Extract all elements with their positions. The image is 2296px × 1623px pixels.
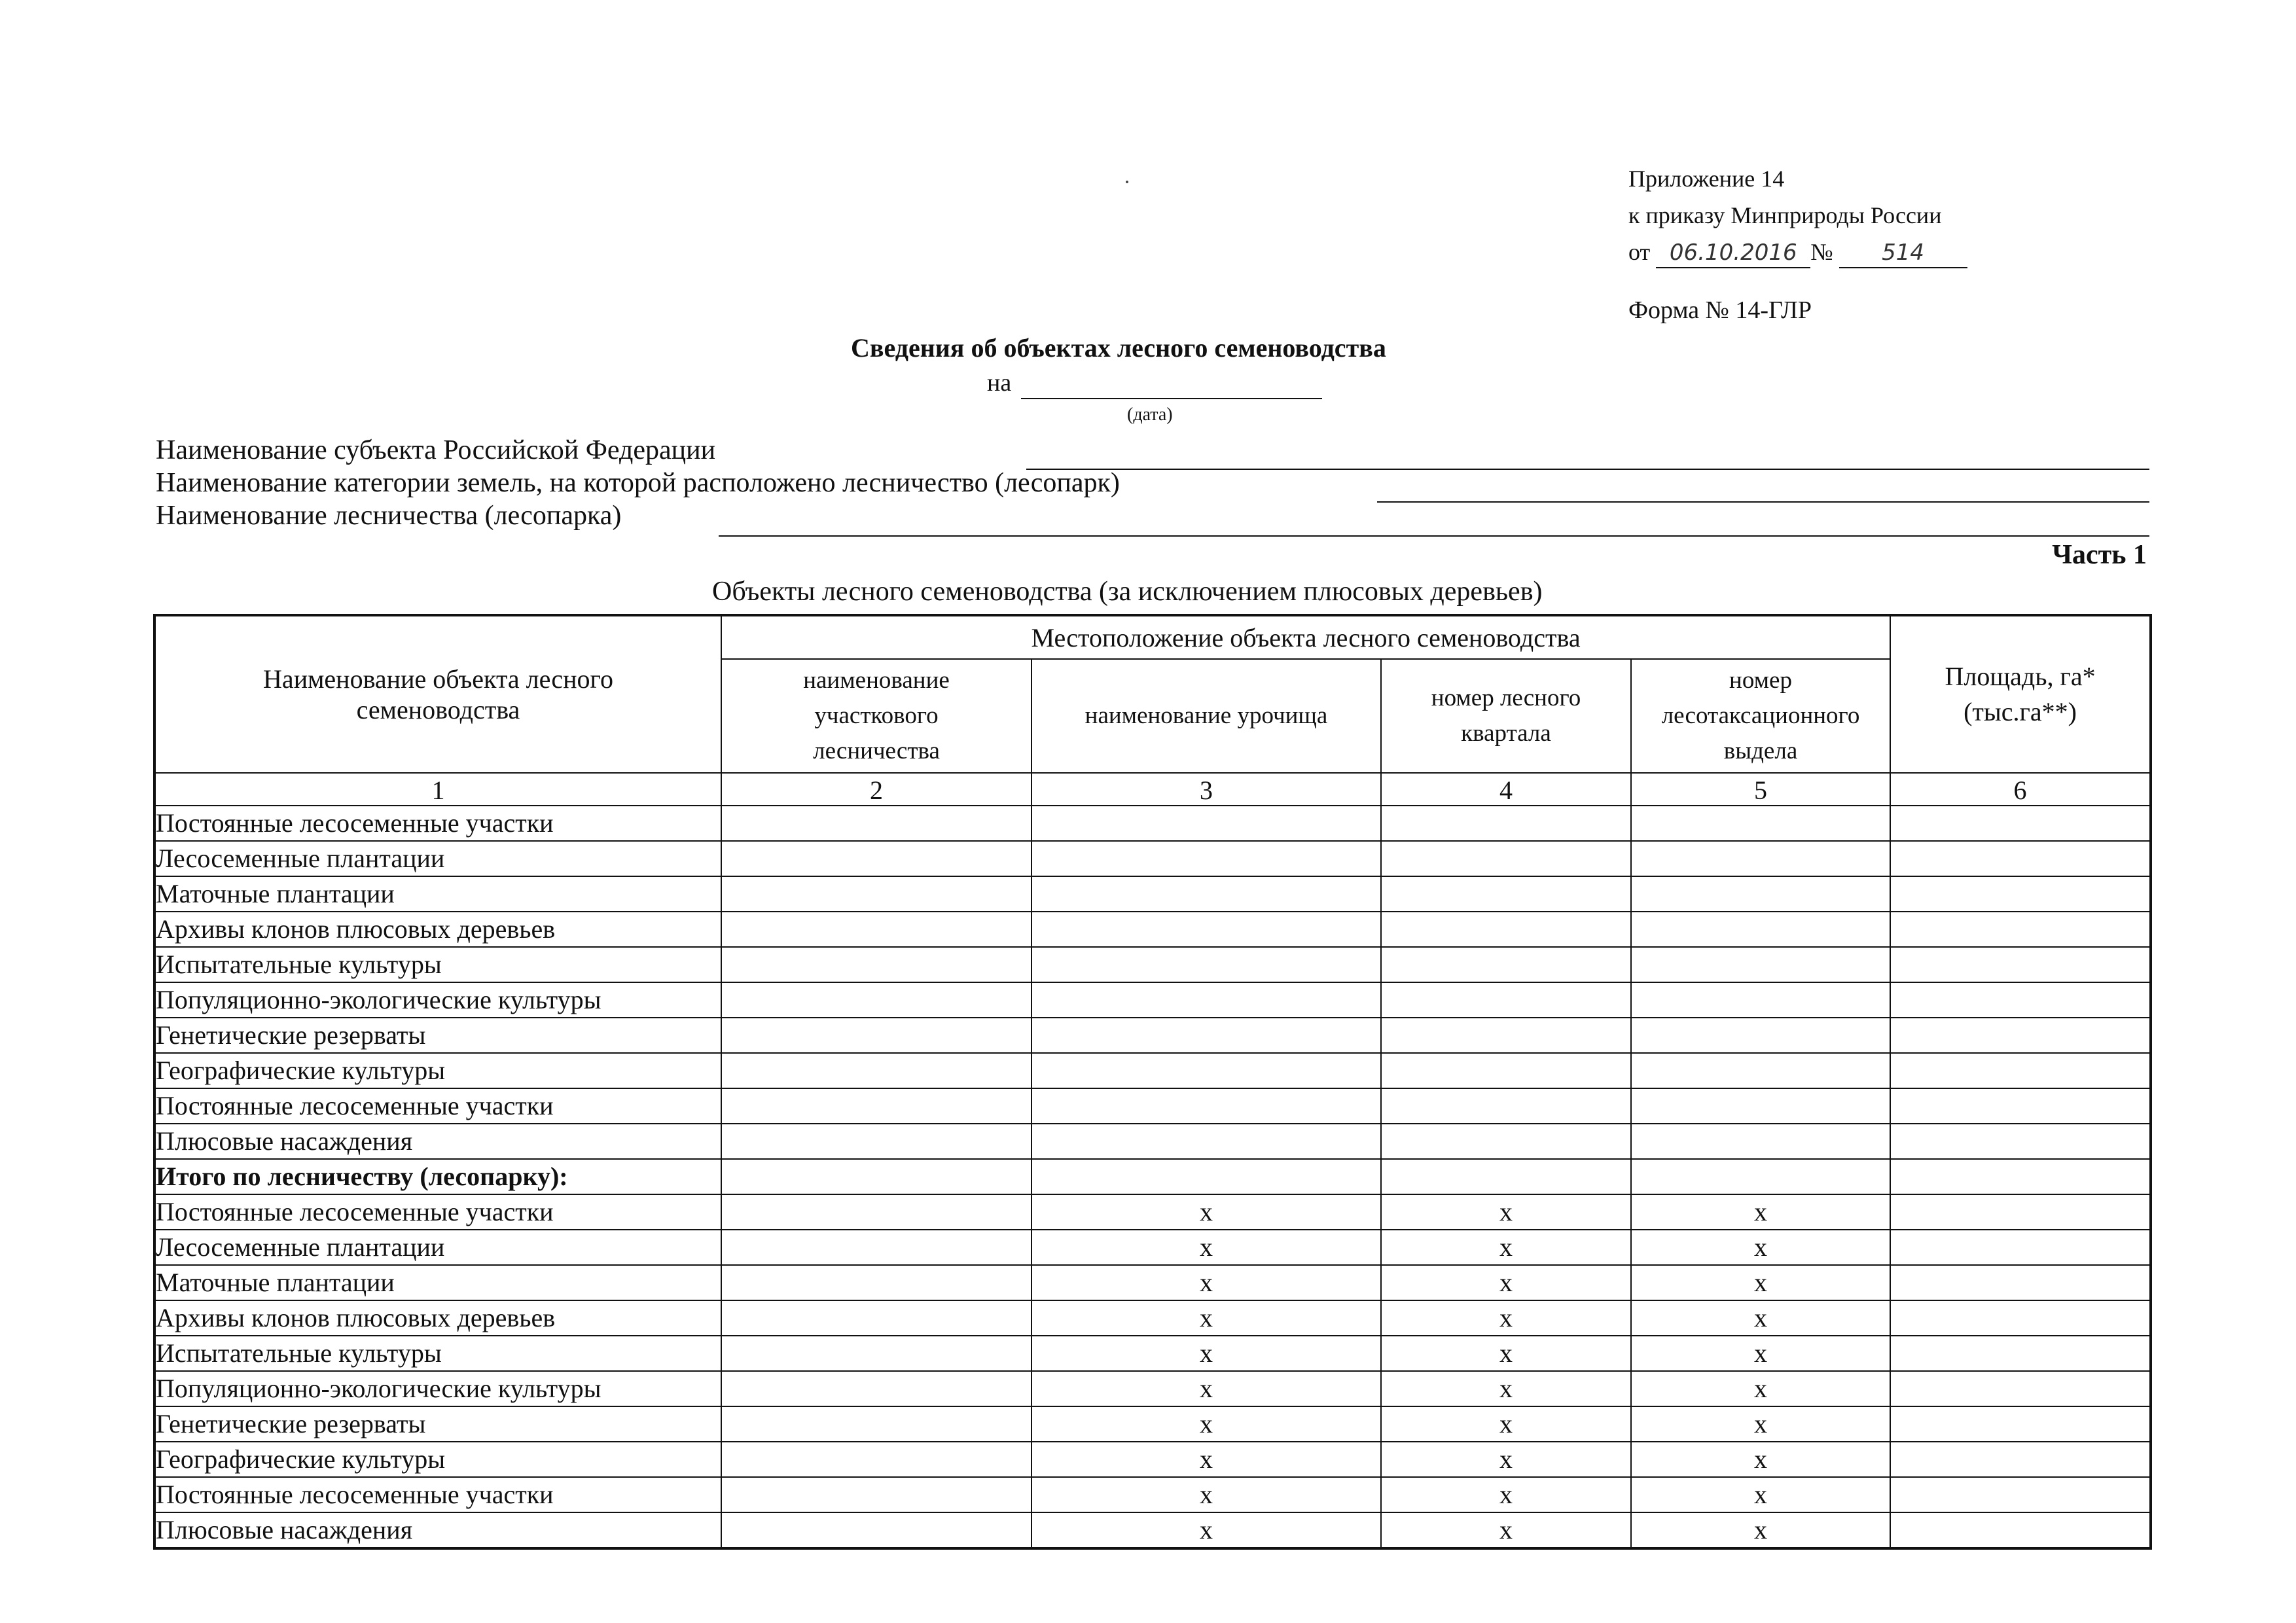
annex-line-2: к приказу Минприроды России (1628, 202, 1942, 228)
not-applicable-mark: x (1031, 1406, 1381, 1442)
forestry-line[interactable] (719, 535, 2149, 537)
not-applicable-mark: x (1381, 1477, 1631, 1512)
table-row (154, 1053, 2151, 1088)
column-number-2: 2 (721, 773, 1031, 806)
total-row (154, 1371, 2151, 1406)
annex-line-1: Приложение 14 (1628, 166, 1785, 192)
input-cell-col-5[interactable] (1631, 912, 1890, 947)
input-cell-col-6[interactable] (1890, 1512, 2151, 1548)
header-district-forestry: наименование участкового лесничества (721, 659, 1031, 773)
input-cell-col-2[interactable] (721, 1300, 1031, 1336)
input-cell-col-2[interactable] (721, 1512, 1031, 1548)
input-cell-col-5[interactable] (1631, 1088, 1890, 1124)
header-tract: наименование урочища (1031, 659, 1381, 773)
not-applicable-mark: x (1031, 1300, 1381, 1336)
scan-dot (1126, 181, 1128, 183)
header-location-group: Местоположение объекта лесного семеноводства (721, 615, 1890, 659)
annex-block (1628, 160, 1995, 270)
input-cell-col-2[interactable] (721, 1230, 1031, 1265)
header-quarter: номер лесного квартала (1381, 659, 1631, 773)
input-cell-col-2[interactable] (721, 1265, 1031, 1300)
not-applicable-mark: x (1631, 1265, 1890, 1300)
not-applicable-mark: x (1381, 1512, 1631, 1548)
not-applicable-mark: x (1631, 1477, 1890, 1512)
input-cell-col-6[interactable] (1890, 1194, 2151, 1230)
input-cell-col-4[interactable] (1381, 806, 1631, 841)
input-cell-col-4[interactable] (1381, 841, 1631, 876)
input-cell-col-6[interactable] (1890, 1124, 2151, 1159)
total-row (154, 1230, 2151, 1265)
input-cell-col-5[interactable] (1631, 1053, 1890, 1088)
row-label: Маточные плантации (154, 1265, 721, 1300)
input-cell-col-3[interactable] (1031, 947, 1381, 982)
not-applicable-mark: x (1031, 1371, 1381, 1406)
total-row (154, 1477, 2151, 1512)
seed-objects-table (153, 614, 2152, 1550)
subject-label: Наименование субъекта Российской Федерации (156, 435, 716, 465)
column-number-5: 5 (1631, 773, 1890, 806)
table-row (154, 1088, 2151, 1124)
input-cell-col-3[interactable] (1031, 912, 1381, 947)
input-cell-col-3[interactable] (1031, 876, 1381, 912)
not-applicable-mark: x (1031, 1194, 1381, 1230)
input-cell-col-4[interactable] (1381, 947, 1631, 982)
row-label: Маточные плантации (154, 876, 721, 912)
input-cell-col-2[interactable] (721, 1088, 1031, 1124)
not-applicable-mark: x (1381, 1336, 1631, 1371)
table-row (154, 876, 2151, 912)
input-cell-col-6[interactable] (1890, 1442, 2151, 1477)
row-label: Генетические резерваты (154, 1018, 721, 1053)
input-cell-col-2[interactable] (721, 841, 1031, 876)
not-applicable-mark: x (1381, 1230, 1631, 1265)
input-cell-col-5 (1631, 1159, 1890, 1194)
report-date-line[interactable] (1021, 398, 1322, 399)
not-applicable-mark: x (1631, 1371, 1890, 1406)
total-row (154, 1300, 2151, 1336)
input-cell-col-6[interactable] (1890, 806, 2151, 841)
forestry-label: Наименование лесничества (лесопарка) (156, 501, 622, 531)
input-cell-col-5[interactable] (1631, 982, 1890, 1018)
header-object-name: Наименование объекта лесного семеноводства (154, 615, 721, 773)
input-cell-col-2[interactable] (721, 1018, 1031, 1053)
total-row (154, 1512, 2151, 1548)
input-cell-col-3[interactable] (1031, 841, 1381, 876)
not-applicable-mark: x (1381, 1194, 1631, 1230)
input-cell-col-2[interactable] (721, 1406, 1031, 1442)
not-applicable-mark: x (1381, 1371, 1631, 1406)
not-applicable-mark: x (1381, 1442, 1631, 1477)
input-cell-col-6[interactable] (1890, 1018, 2151, 1053)
annex-date-prefix: от (1628, 239, 1651, 265)
row-label: Плюсовые насаждения (154, 1512, 721, 1548)
input-cell-col-5[interactable] (1631, 876, 1890, 912)
not-applicable-mark: x (1631, 1230, 1890, 1265)
row-label: Постоянные лесосеменные участки (154, 1477, 721, 1512)
annex-number-value: 514 (1839, 238, 1967, 268)
row-label: Архивы клонов плюсовых деревьев (154, 1300, 721, 1336)
input-cell-col-4[interactable] (1381, 912, 1631, 947)
input-cell-col-4[interactable] (1381, 1018, 1631, 1053)
header-area: Площадь, га*(тыс.га**) (1890, 615, 2151, 773)
total-row (154, 1406, 2151, 1442)
column-number-1: 1 (154, 773, 721, 806)
table-row (154, 806, 2151, 841)
row-label: Популяционно-экологические культуры (154, 1371, 721, 1406)
input-cell-col-6[interactable] (1890, 947, 2151, 982)
not-applicable-mark: x (1031, 1477, 1381, 1512)
table-row (154, 1018, 2151, 1053)
row-label: Популяционно-экологические культуры (154, 982, 721, 1018)
input-cell-col-4 (1381, 1159, 1631, 1194)
table-row (154, 1124, 2151, 1159)
input-cell-col-2[interactable] (721, 947, 1031, 982)
not-applicable-mark: x (1631, 1406, 1890, 1442)
row-label: Географические культуры (154, 1053, 721, 1088)
input-cell-col-6[interactable] (1890, 1336, 2151, 1371)
row-label: Постоянные лесосеменные участки (154, 1194, 721, 1230)
input-cell-col-3[interactable] (1031, 1018, 1381, 1053)
report-date-hint: (дата) (1127, 404, 1173, 425)
row-label: Итого по лесничеству (лесопарку): (154, 1159, 721, 1194)
input-cell-col-4[interactable] (1381, 876, 1631, 912)
table-row (154, 841, 2151, 876)
input-cell-col-2[interactable] (721, 1371, 1031, 1406)
input-cell-col-6[interactable] (1890, 1230, 2151, 1265)
input-cell-col-6[interactable] (1890, 1300, 2151, 1336)
input-cell-col-3[interactable] (1031, 806, 1381, 841)
input-cell-col-6[interactable] (1890, 1265, 2151, 1300)
not-applicable-mark: x (1031, 1265, 1381, 1300)
input-cell-col-4[interactable] (1381, 1088, 1631, 1124)
input-cell-col-2[interactable] (721, 982, 1031, 1018)
input-cell-col-2[interactable] (721, 1194, 1031, 1230)
row-label: Лесосеменные плантации (154, 841, 721, 876)
row-label: Лесосеменные плантации (154, 1230, 721, 1265)
input-cell-col-6[interactable] (1890, 1088, 2151, 1124)
table-row (154, 982, 2151, 1018)
total-row (154, 1265, 2151, 1300)
input-cell-col-2[interactable] (721, 806, 1031, 841)
not-applicable-mark: x (1631, 1194, 1890, 1230)
not-applicable-mark: x (1381, 1265, 1631, 1300)
not-applicable-mark: x (1031, 1336, 1381, 1371)
row-label: Испытательные культуры (154, 947, 721, 982)
table-row (154, 912, 2151, 947)
column-number-6: 6 (1890, 773, 2151, 806)
input-cell-col-4[interactable] (1381, 1124, 1631, 1159)
input-cell-col-4[interactable] (1381, 1053, 1631, 1088)
input-cell-col-6[interactable] (1890, 982, 2151, 1018)
input-cell-col-5[interactable] (1631, 1124, 1890, 1159)
part-label: Часть 1 (2052, 540, 2147, 570)
subject-line[interactable] (1026, 469, 2149, 470)
input-cell-col-2[interactable] (721, 1336, 1031, 1371)
input-cell-col-2 (721, 1159, 1031, 1194)
not-applicable-mark: x (1631, 1300, 1890, 1336)
not-applicable-mark: x (1031, 1442, 1381, 1477)
input-cell-col-6[interactable] (1890, 912, 2151, 947)
input-cell-col-5[interactable] (1631, 947, 1890, 982)
row-label: Генетические резерваты (154, 1406, 721, 1442)
total-row (154, 1194, 2151, 1230)
input-cell-col-2[interactable] (721, 1053, 1031, 1088)
input-cell-col-3[interactable] (1031, 1053, 1381, 1088)
input-cell-col-3[interactable] (1031, 982, 1381, 1018)
annex-number-sign: № (1810, 239, 1833, 265)
land-category-line[interactable] (1377, 501, 2149, 503)
table-body (154, 806, 2151, 1548)
row-label: Постоянные лесосеменные участки (154, 806, 721, 841)
header-allotment: номер лесотаксационного выдела (1631, 659, 1890, 773)
not-applicable-mark: x (1031, 1230, 1381, 1265)
not-applicable-mark: x (1381, 1300, 1631, 1336)
total-row (154, 1336, 2151, 1371)
input-cell-col-4[interactable] (1381, 982, 1631, 1018)
not-applicable-mark: x (1631, 1512, 1890, 1548)
row-label: Постоянные лесосеменные участки (154, 1088, 721, 1124)
not-applicable-mark: x (1631, 1336, 1890, 1371)
not-applicable-mark: x (1631, 1442, 1890, 1477)
row-label: Плюсовые насаждения (154, 1124, 721, 1159)
row-label: Географические культуры (154, 1442, 721, 1477)
total-header-row (154, 1159, 2151, 1194)
input-cell-col-3[interactable] (1031, 1088, 1381, 1124)
input-cell-col-5[interactable] (1631, 806, 1890, 841)
column-number-3: 3 (1031, 773, 1381, 806)
form-number: Форма № 14-ГЛР (1628, 296, 1812, 324)
document-title: Сведения об объектах лесного семеноводства (851, 333, 1386, 363)
input-cell-col-6[interactable] (1890, 841, 2151, 876)
input-cell-col-2[interactable] (721, 1477, 1031, 1512)
input-cell-col-5[interactable] (1631, 1018, 1890, 1053)
column-number-row (154, 773, 2151, 806)
table-caption: Объекты лесного семеноводства (за исключением плюсовых деревьев) (712, 577, 1543, 607)
total-row (154, 1442, 2151, 1477)
not-applicable-mark: x (1381, 1406, 1631, 1442)
input-cell-col-5[interactable] (1631, 841, 1890, 876)
input-cell-col-6[interactable] (1890, 1053, 2151, 1088)
input-cell-col-2[interactable] (721, 1124, 1031, 1159)
input-cell-col-6 (1890, 1159, 2151, 1194)
input-cell-col-6[interactable] (1890, 1477, 2151, 1512)
report-date-prefix: на (987, 369, 1012, 397)
annex-date-value: 06.10.2016 (1656, 238, 1810, 268)
input-cell-col-2[interactable] (721, 1442, 1031, 1477)
input-cell-col-3 (1031, 1159, 1381, 1194)
row-label: Архивы клонов плюсовых деревьев (154, 912, 721, 947)
column-number-4: 4 (1381, 773, 1631, 806)
input-cell-col-3[interactable] (1031, 1124, 1381, 1159)
row-label: Испытательные культуры (154, 1336, 721, 1371)
annex-date-line (1628, 234, 1995, 270)
table-row (154, 947, 2151, 982)
input-cell-col-6[interactable] (1890, 1406, 2151, 1442)
input-cell-col-6[interactable] (1890, 1371, 2151, 1406)
input-cell-col-2[interactable] (721, 912, 1031, 947)
input-cell-col-2[interactable] (721, 876, 1031, 912)
land-category-label: Наименование категории земель, на которой расположено лесничество (лесопарк) (156, 468, 1120, 498)
input-cell-col-6[interactable] (1890, 876, 2151, 912)
not-applicable-mark: x (1031, 1512, 1381, 1548)
